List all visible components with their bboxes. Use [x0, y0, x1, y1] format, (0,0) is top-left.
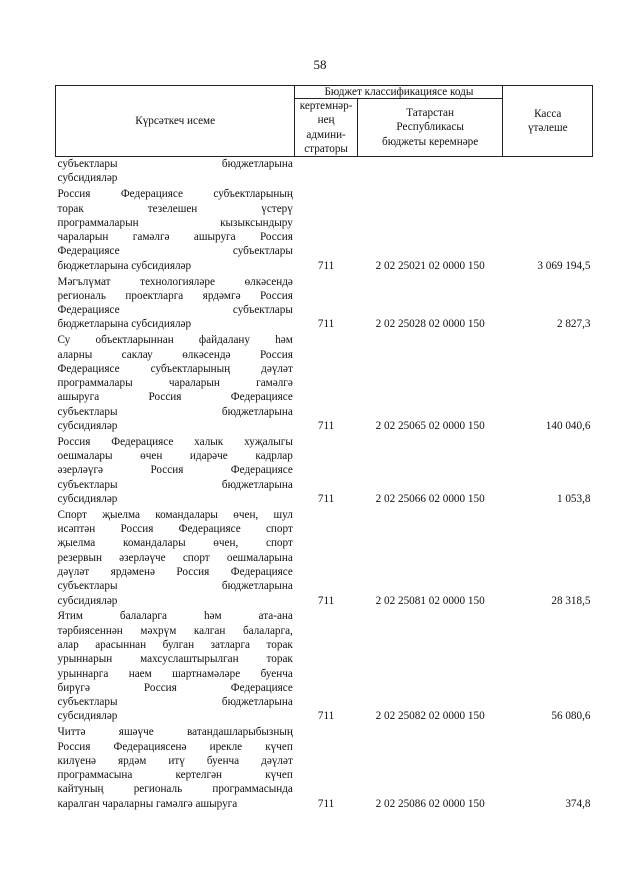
indicator-name-line: программаларын кызыксындыру [57, 216, 293, 229]
indicator-name-line: субъектлары бюджетларына [57, 405, 293, 418]
indicator-name-line: субъектлары бюджетларына [57, 580, 293, 593]
indicator-name-line: Федерациясе субъектлары [57, 245, 293, 258]
table-header [56, 86, 593, 157]
indicator-name-line: кайтуның региональ программасында [57, 783, 293, 796]
indicator-name-line: субъектлары бюджетларына [57, 696, 293, 709]
indicator-name [56, 609, 295, 725]
indicator-name [56, 187, 295, 274]
administrator-code: 711 [317, 318, 335, 331]
indicator-name-line: килүенә ярдәм итү буенча дәүләт [57, 754, 293, 767]
indicator-name-line: тәрбиясеннән мәхрүм калган балаларга, [57, 624, 293, 637]
header-indicator-name: Күрсәткеч исеме [56, 86, 295, 157]
cash-execution-amount: 56 080,6 [551, 710, 591, 723]
indicator-name-line: җыелма командалары өчен, спорт [57, 537, 293, 550]
cash-execution-amount [503, 157, 593, 188]
indicator-name-line: субъектлары бюджетларына [57, 478, 293, 491]
indicator-name-line: Читтә яшәүче ватандашларыбызның [57, 726, 293, 739]
indicator-name-line: резервын әзерләүче спорт оешмаларына [57, 551, 293, 564]
indicator-name-line: исәптән Россия Федерациясе спорт [57, 523, 293, 536]
indicator-name-line: урыннарын махсуслаштырылган торак [57, 653, 293, 666]
table-row [56, 609, 593, 725]
table-row [56, 157, 593, 188]
indicator-name-line: чараларын гамәлгә ашыруга Россия [57, 231, 293, 244]
indicator-name [56, 435, 295, 508]
administrator-code: 711 [317, 493, 335, 506]
administrator-code: 711 [317, 594, 335, 607]
indicator-name-line: бирүгә Россия Федерациясе [57, 681, 293, 694]
header-administrators-line: админи- [306, 128, 346, 141]
administrator-code: 711 [317, 259, 335, 272]
page-number: 58 [313, 57, 327, 72]
table-row [56, 435, 593, 508]
indicator-name-line: субсидияләр [57, 420, 118, 433]
cash-execution-amount: 28 318,5 [551, 594, 591, 607]
indicator-name-line: Спорт җыелма командалары өчен, шул [57, 508, 293, 521]
cash-execution-amount: 140 040,6 [545, 420, 591, 433]
indicator-name-line: Ятим балаларга һәм ата-ана [57, 610, 293, 623]
indicator-name-line: субсидияләр [57, 594, 118, 607]
indicator-name [56, 508, 295, 610]
table-row [56, 725, 593, 812]
header-administrators-line: страторы [304, 142, 348, 155]
indicator-name-line: бюджетларына субсидияләр [57, 259, 192, 272]
header-cash-execution-line: Касса [534, 107, 562, 120]
table-row [56, 187, 593, 274]
indicator-name-line: субсидияләр [57, 172, 118, 185]
budget-income-code: 2 02 25081 02 0000 150 [375, 594, 485, 607]
header-administrators-line: кертемнәр- [299, 100, 353, 112]
indicator-name-line: Федерациясе субъектлары [57, 304, 293, 317]
budget-income-code: 2 02 25082 02 0000 150 [375, 710, 485, 723]
indicator-name-line: Мәгълүмат технологияләре өлкәсендә [57, 275, 293, 288]
indicator-name-line: Федерациясе субъектларының дәүләт [57, 362, 293, 375]
indicator-name-line: әзерләүгә Россия Федерациясе [57, 464, 293, 477]
budget-income-code: 2 02 25066 02 0000 150 [375, 493, 485, 506]
table-row [56, 508, 593, 610]
indicator-name-line: субсидияләр [57, 493, 118, 506]
indicator-name-line: бюджетларына субсидияләр [57, 318, 192, 331]
indicator-name [56, 157, 295, 188]
budget-income-code: 2 02 25021 02 0000 150 [375, 259, 485, 272]
indicator-name-line: каралган чараларны гамәлгә ашыруга [57, 797, 238, 810]
indicator-name-line: аларны саклау өлкәсендә Россия [57, 348, 293, 361]
indicator-name-line: Россия Федерациясе субъектларының [57, 188, 293, 201]
table-row [56, 333, 593, 435]
indicator-name-line: урыннарга наем шартнамәләре буенча [57, 667, 293, 680]
indicator-name [56, 333, 295, 435]
header-administrators-line: нең [317, 114, 335, 127]
indicator-name-line: программалары чараларын гамәлгә [57, 377, 293, 390]
indicator-name-line: оешмалары өчен идарәче кадрлар [57, 450, 293, 463]
header-budget-income-line: Татарстан [406, 107, 455, 120]
table-body [56, 157, 593, 813]
indicator-name-line: дәүләт ярдәменә Россия Федерациясе [57, 566, 293, 578]
budget-income-code [357, 157, 503, 188]
indicator-name-line: Россия Федерациясенә ирекле күчеп [57, 740, 293, 753]
indicator-name-line: субъектлары бюджетларына [57, 158, 293, 171]
indicator-name [56, 275, 295, 334]
indicator-name-line: торак тезелешен үстерү [57, 202, 293, 215]
indicator-name-line: ашыруга Россия Федерациясе [57, 391, 293, 404]
indicator-name [56, 725, 295, 812]
indicator-name-line: алар арасыннан булган затларга торак [57, 638, 293, 651]
header-budget-codes: Бюджет классификациясе коды [295, 86, 503, 99]
budget-income-code: 2 02 25065 02 0000 150 [375, 420, 485, 433]
administrator-code: 711 [317, 710, 335, 723]
budget-table [55, 85, 593, 813]
table-row [56, 275, 593, 334]
header-cash-execution [503, 86, 593, 157]
indicator-name-line: Россия Федерациясе халык хуҗалыгы [57, 435, 293, 448]
indicator-name-line: региональ проектларга ярдәмгә Россия [57, 289, 293, 302]
administrator-code [295, 157, 357, 188]
header-administrators [295, 99, 357, 157]
administrator-code: 711 [317, 420, 335, 433]
header-budget-income-line: Республикасы [396, 121, 464, 134]
header-budget-income [357, 99, 503, 157]
header-cash-execution-line: үтәлеше [527, 122, 568, 135]
cash-execution-amount: 1 053,8 [556, 493, 591, 506]
administrator-code: 711 [317, 797, 335, 810]
budget-income-code: 2 02 25086 02 0000 150 [375, 797, 485, 810]
indicator-name-line: субсидияләр [57, 710, 118, 723]
cash-execution-amount: 3 069 194,5 [537, 259, 591, 272]
cash-execution-amount: 2 827,3 [556, 318, 591, 331]
indicator-name-line: Су объектларыннан файдалану һәм [57, 334, 293, 347]
budget-income-code: 2 02 25028 02 0000 150 [375, 318, 485, 331]
indicator-name-line: программасына кертелгән күчеп [57, 769, 293, 782]
cash-execution-amount: 374,8 [565, 797, 591, 810]
header-budget-income-line: бюджеты керемнәре [382, 135, 479, 148]
